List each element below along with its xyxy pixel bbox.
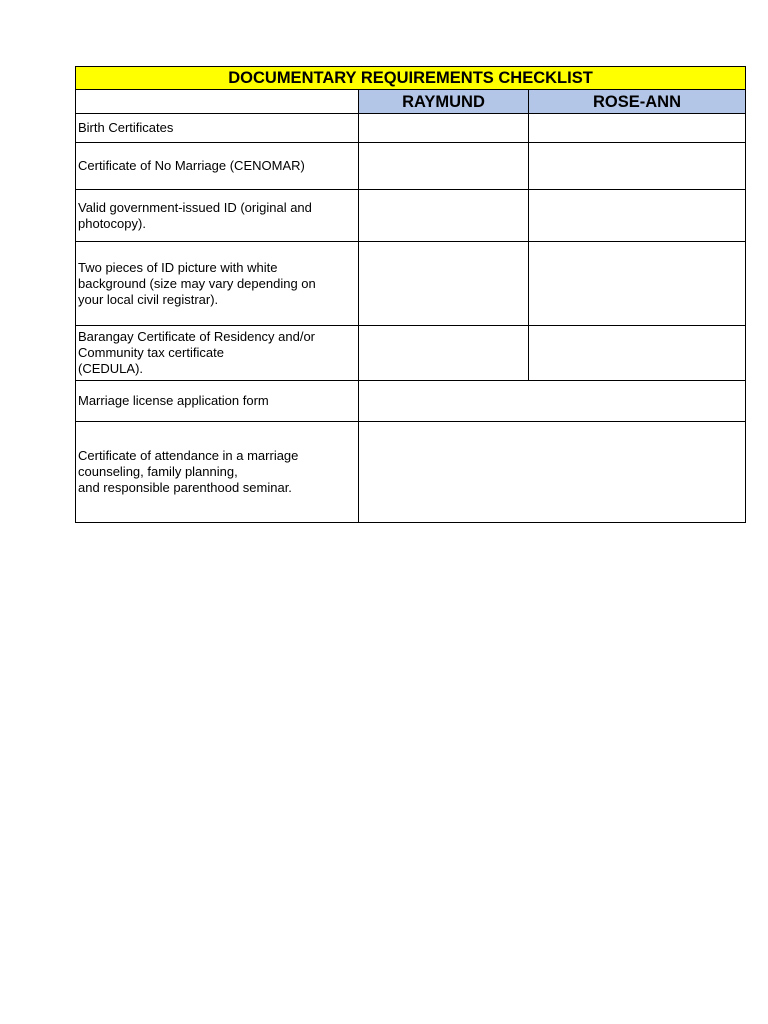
table-row — [76, 114, 746, 143]
checkbox-cell-rose-ann[interactable] — [529, 242, 746, 326]
requirement-label: Certificate of No Marriage (CENOMAR) — [76, 143, 359, 190]
table-row — [76, 422, 746, 523]
checkbox-cell-raymund[interactable] — [359, 143, 529, 190]
checkbox-cell-raymund[interactable] — [359, 326, 529, 381]
requirement-label: Certificate of attendance in a marriage counseling, family planning, and responsible parenthood seminar. — [76, 422, 359, 523]
requirement-label: Birth Certificates — [76, 114, 359, 143]
checkbox-cell-rose-ann[interactable] — [529, 143, 746, 190]
checkbox-cell-rose-ann[interactable] — [529, 190, 746, 242]
requirement-label: Valid government-issued ID (original and photocopy). — [76, 190, 359, 242]
checklist-title: DOCUMENTARY REQUIREMENTS CHECKLIST — [76, 67, 746, 90]
requirement-label: Marriage license application form — [76, 381, 359, 422]
requirement-column-header — [76, 90, 359, 114]
column-header-rose-ann: ROSE-ANN — [529, 90, 746, 114]
joint-checkbox-cell[interactable] — [359, 422, 746, 523]
checkbox-cell-rose-ann[interactable] — [529, 114, 746, 143]
title-row — [76, 67, 746, 90]
joint-checkbox-cell[interactable] — [359, 381, 746, 422]
requirement-label: Two pieces of ID picture with white background (size may vary depending on your local civil registrar). — [76, 242, 359, 326]
checkbox-cell-raymund[interactable] — [359, 114, 529, 143]
requirement-label: Barangay Certificate of Residency and/or Community tax certificate (CEDULA). — [76, 326, 359, 381]
table-row — [76, 381, 746, 422]
table-row — [76, 190, 746, 242]
column-header-raymund: RAYMUND — [359, 90, 529, 114]
checkbox-cell-rose-ann[interactable] — [529, 326, 746, 381]
requirements-checklist-table — [75, 66, 746, 523]
header-row — [76, 90, 746, 114]
checkbox-cell-raymund[interactable] — [359, 242, 529, 326]
table-row — [76, 143, 746, 190]
checkbox-cell-raymund[interactable] — [359, 190, 529, 242]
table-row — [76, 242, 746, 326]
table-row — [76, 326, 746, 381]
